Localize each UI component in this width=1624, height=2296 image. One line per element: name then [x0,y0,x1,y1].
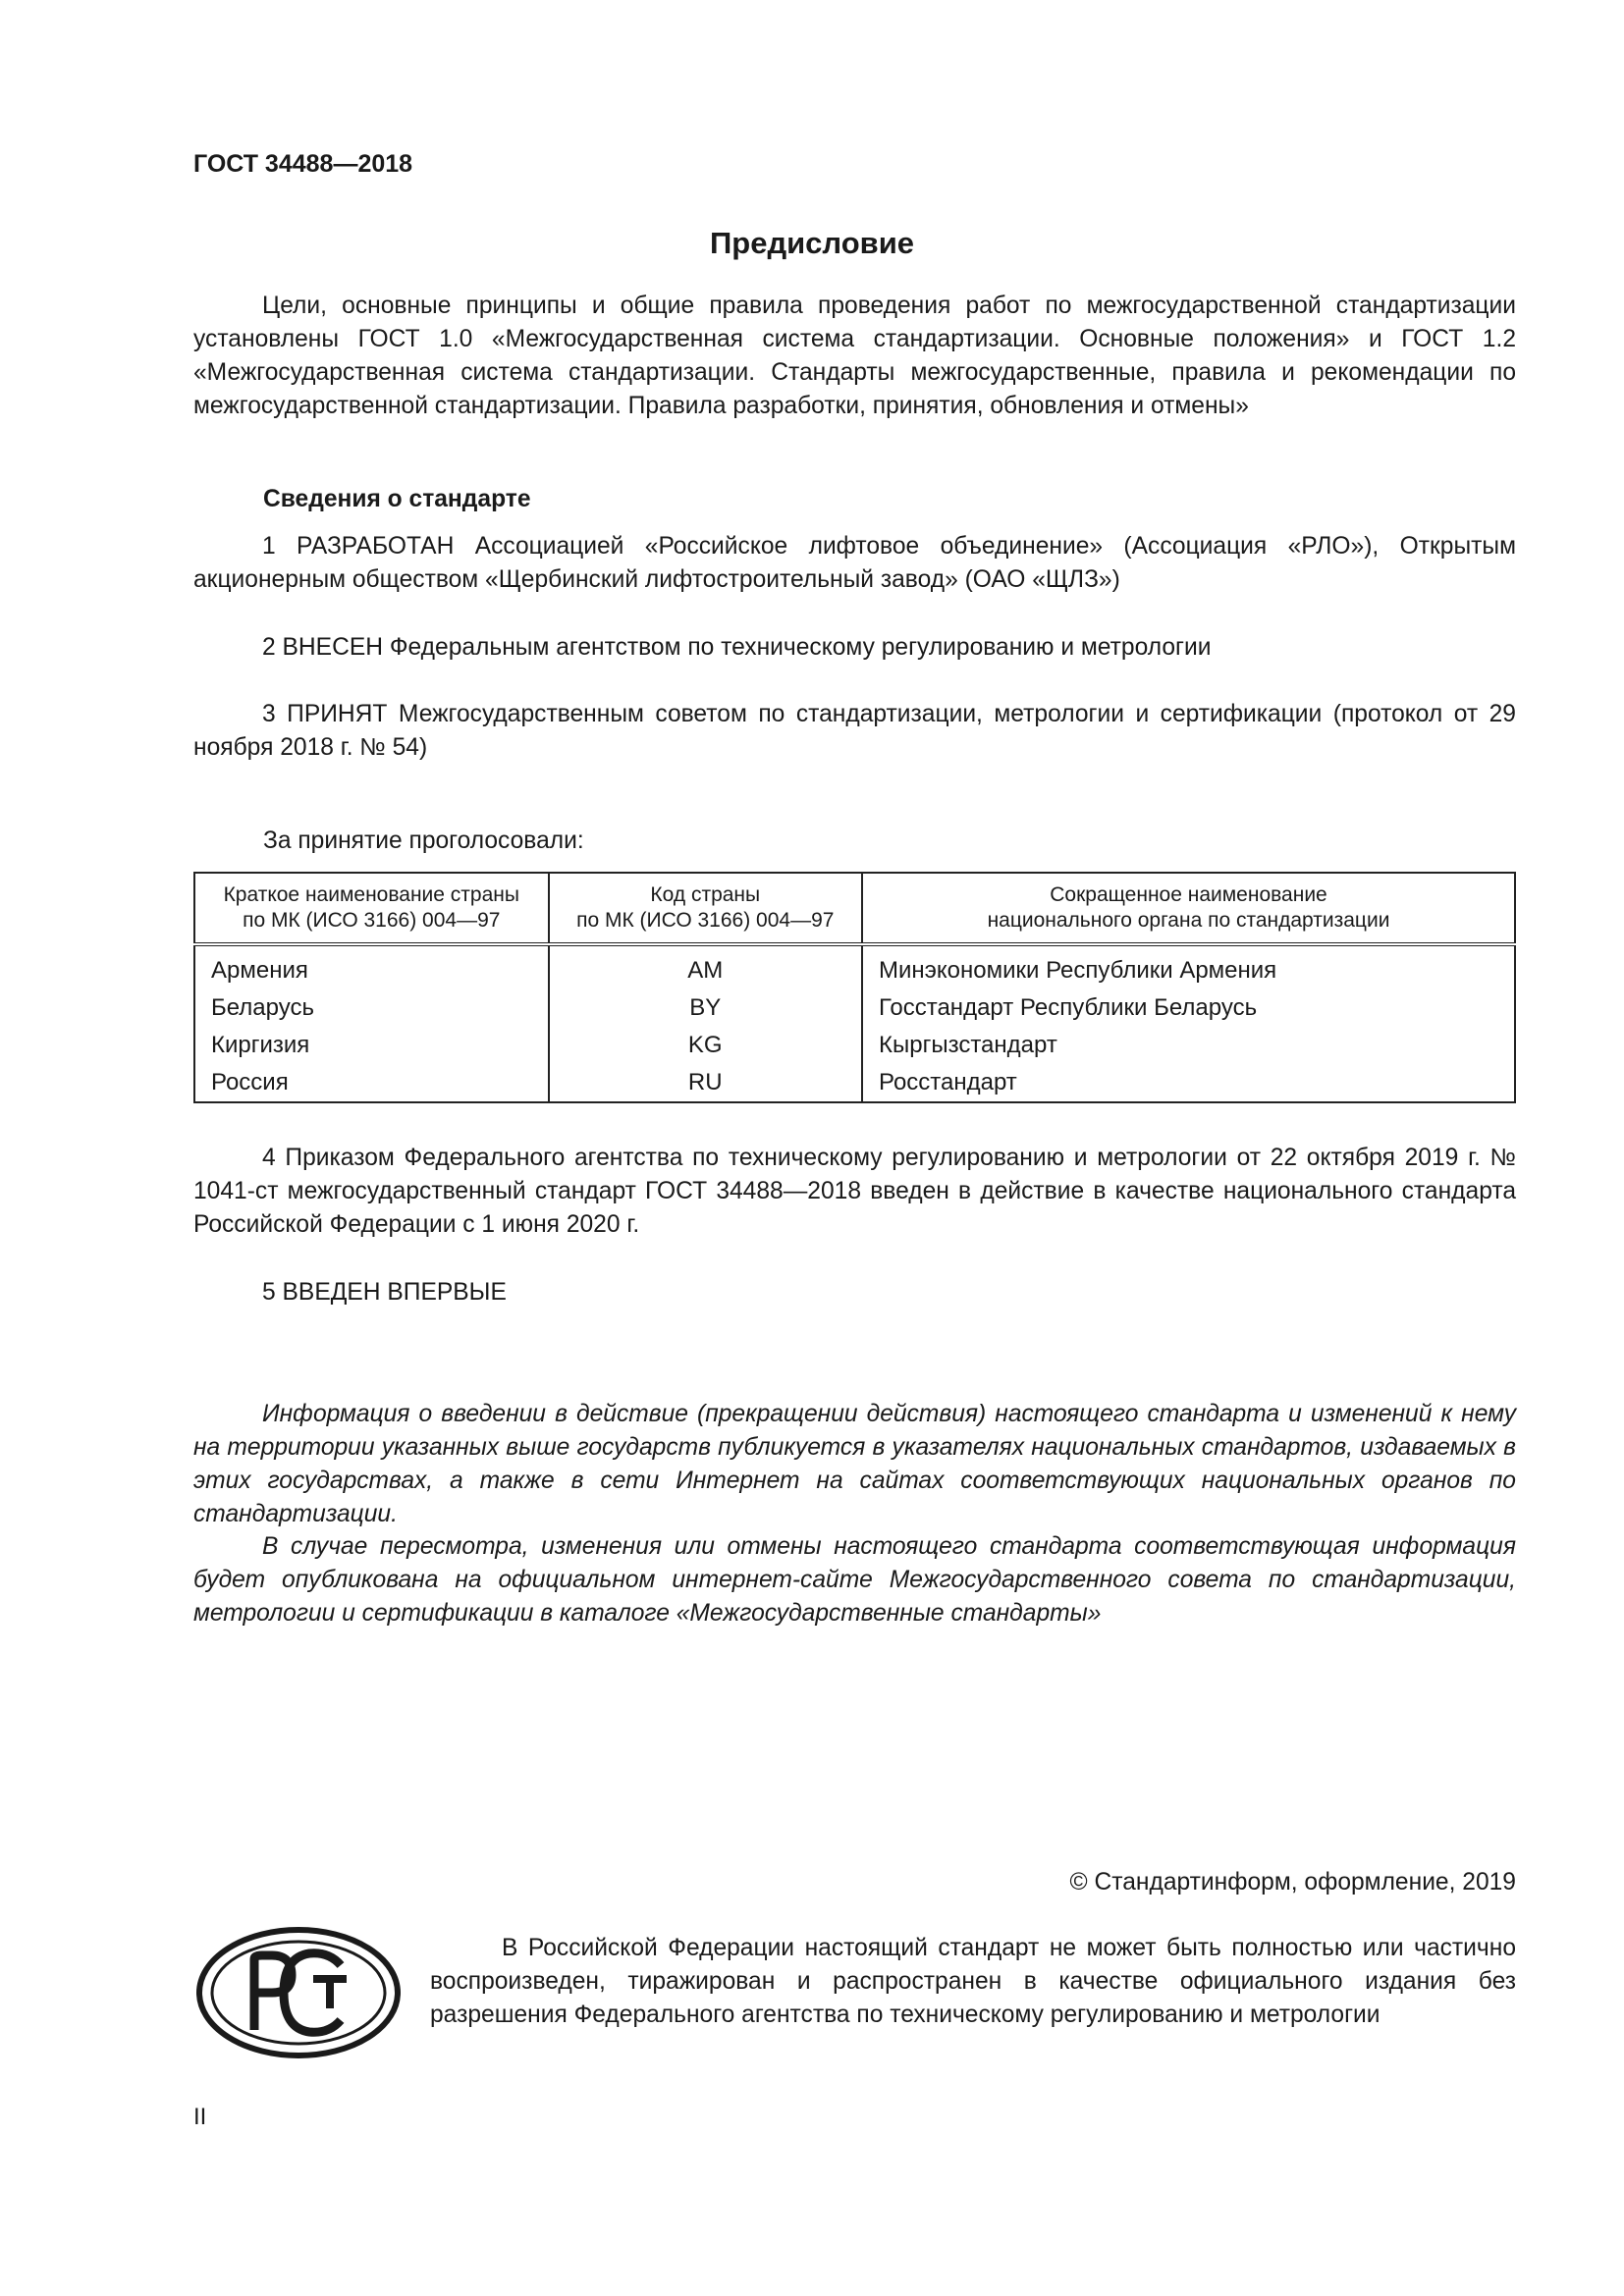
note-1: Информация о введении в действие (прекращении действия) настоящего стандарта и изменений к нему на территории указанных выше государств публикуется в указателях национальных стандартов, издаваемых в этих государствах, а также в сети Интернет на сайтах соответствующих национальных органов по стандартизации. [193,1401,1516,1527]
item-4: 4 Приказом Федерального агентства по техническому регулированию и метрологии от 22 октября 2019 г. № 1041-ст межгосударственный стандарт ГОСТ 34488—2018 введен в действие в качестве национального стандарта Российской Федерации с 1 июня 2020 г. [193,1145,1516,1238]
cell-code: AM [549,944,862,989]
table-row [194,989,1515,1027]
table-row [194,1027,1515,1064]
copyright-notice: В Российской Федерации настоящий стандарт не может быть полностью или частично воспроизведен, тиражирован и распространен в качестве официального издания без разрешения Федерального агентства по техническому регулированию и метрологии [430,1935,1516,2028]
cell-country: Армения [194,944,549,989]
cell-code: BY [549,989,862,1027]
countries-table [193,872,1516,1103]
item-2: 2 ВНЕСЕН Федеральным агентством по техническому регулированию и метрологии [262,634,1212,661]
copyright: © Стандартинформ, оформление, 2019 [1069,1869,1516,1896]
cell-country: Россия [194,1064,549,1102]
intro-paragraph: Цели, основные принципы и общие правила проведения работ по межгосударственной стандартизации установлены ГОСТ 1.0 «Межгосударственная система стандартизации. Основные положения» и ГОСТ 1.2 «Межгосударственная система стандартизации. Стандарты межгосударственные, правила и рекомендации по межгосударственной стандартизации. Правила разработки, принятия, обновления и отмены» [193,293,1516,419]
cell-body: Госстандарт Республики Беларусь [862,989,1515,1027]
page-number: II [193,2104,207,2130]
cell-code: KG [549,1027,862,1064]
page-title: Предисловие [709,226,914,260]
item-5: 5 ВВЕДЕН ВПЕРВЫЕ [262,1279,507,1306]
cell-country: Беларусь [194,989,549,1027]
table-row [194,1064,1515,1102]
table-header-row [194,873,1515,944]
item-1: 1 РАЗРАБОТАН Ассоциацией «Российское лифтовое объединение» (Ассоциация «РЛО»), Открытым акционерным обществом «Щербинский лифтостроительный завод» (ОАО «ЩЛЗ») [193,533,1516,593]
cell-body: Минэкономики Республики Армения [862,944,1515,989]
document-id: ГОСТ 34488—2018 [193,150,413,178]
cell-country: Киргизия [194,1027,549,1064]
header-code: Код страны по МК (ИСО 3166) 004—97 [549,873,862,944]
item-3: 3 ПРИНЯТ Межгосударственным советом по стандартизации, метрологии и сертификации (протокол от 29 ноября 2018 г. № 54) [193,701,1516,761]
header-country: Краткое наименование страны по МК (ИСО 3166) 004—97 [194,873,549,944]
note-2: В случае пересмотра, изменения или отмены настоящего стандарта соответствующая информация будет опубликована на официальном интернет-сайте Межгосударственного совета по стандартизации, метрологии и сертификации в каталоге «Межгосударственные стандарты» [193,1533,1516,1627]
rst-conformity-mark-icon [193,1924,404,2061]
cell-body: Росстандарт [862,1064,1515,1102]
table-row [194,944,1515,989]
cell-code: RU [549,1064,862,1102]
vote-label: За принятие проголосовали: [263,828,584,854]
cell-body: Кыргызстандарт [862,1027,1515,1064]
info-heading: Сведения о стандарте [263,486,531,512]
header-body: Сокращенное наименование национального органа по стандартизации [862,873,1515,944]
